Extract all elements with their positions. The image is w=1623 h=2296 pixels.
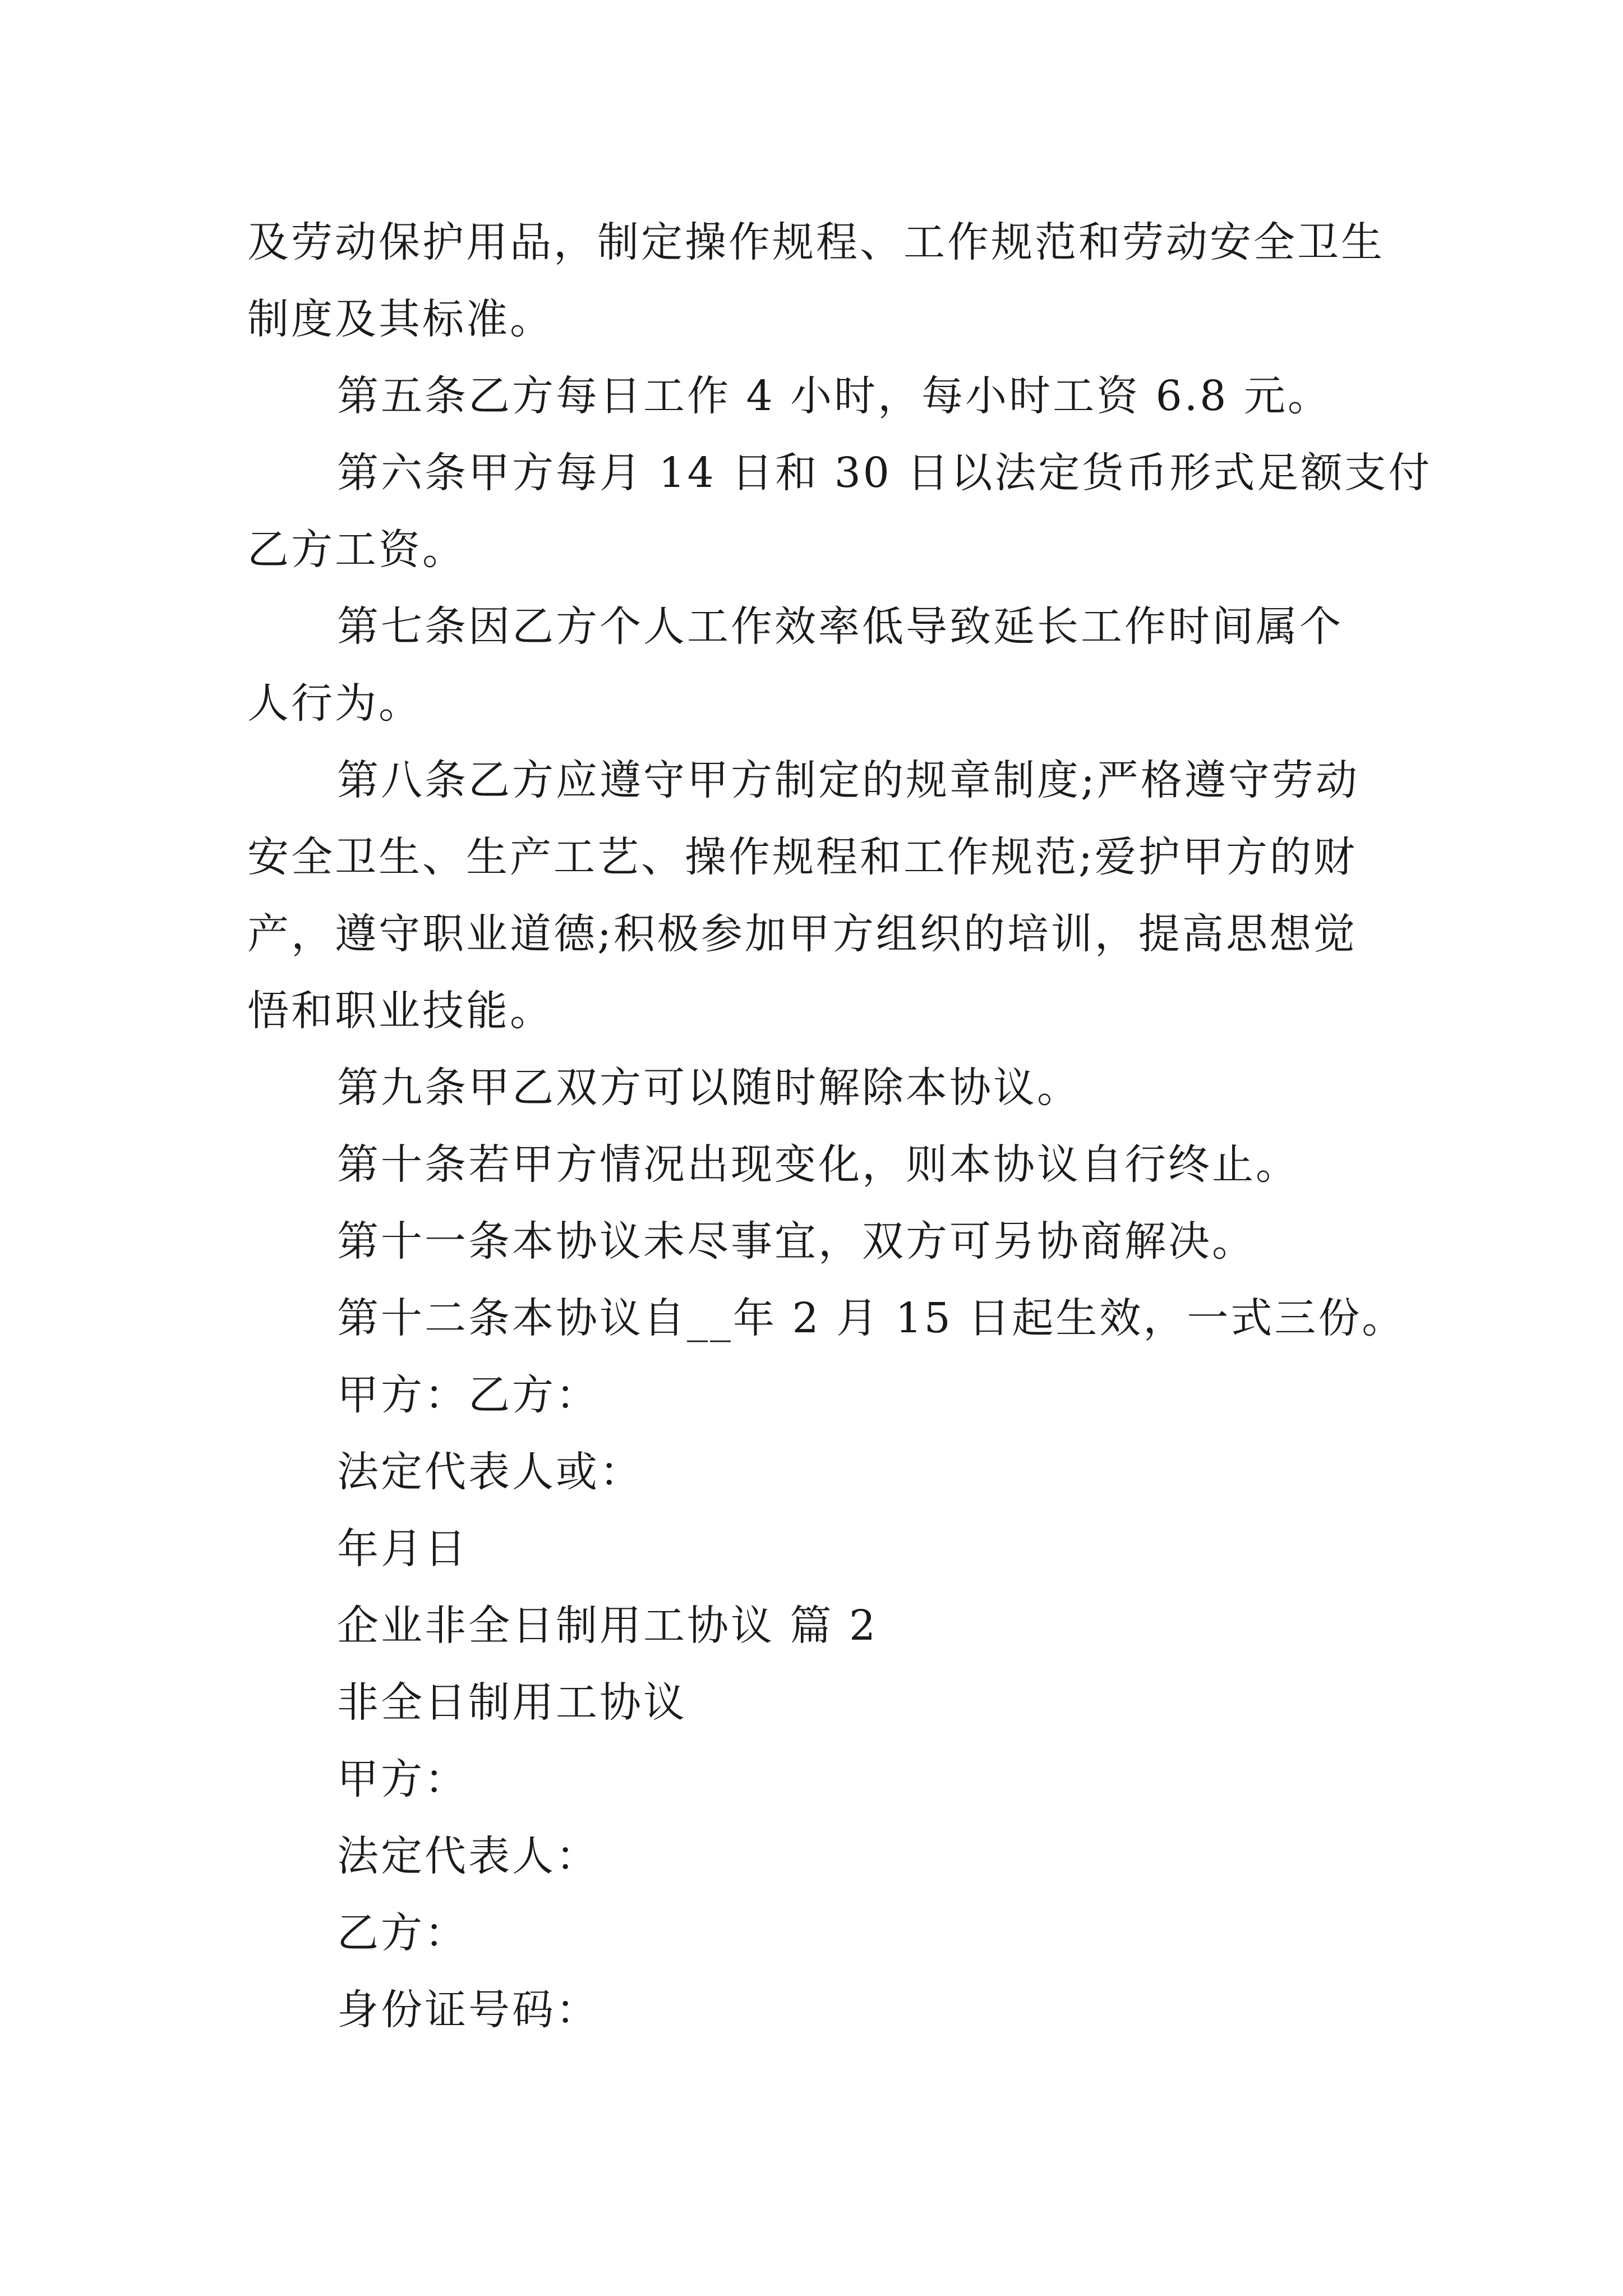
body-text-line: 悟和职业技能。	[247, 987, 554, 1035]
body-text-line: 乙方工资。	[247, 526, 466, 574]
article-12-line: 第十二条本协议自__年 2 月 15 日起生效，一式三份。	[337, 1294, 1406, 1342]
article-7-line: 第七条因乙方个人工作效率低导致延长工作时间属个	[337, 602, 1343, 651]
id-number-field: 身份证号码：	[337, 1986, 600, 2034]
article-5-line: 第五条乙方每日工作 4 小时，每小时工资 6.8 元。	[337, 372, 1331, 420]
article-11-line: 第十一条本协议未尽事宜，双方可另协商解决。	[337, 1217, 1256, 1266]
article-10-line: 第十条若甲方情况出现变化，则本协议自行终止。	[337, 1140, 1299, 1189]
section-heading: 企业非全日制用工协议 篇 2	[337, 1602, 878, 1650]
party-b-line: 乙方：	[337, 1909, 468, 1957]
article-9-line: 第九条甲乙双方可以随时解除本协议。	[337, 1064, 1081, 1112]
document-body	[247, 204, 1432, 2049]
legal-representative-line: 法定代表人或：	[337, 1448, 643, 1496]
signature-parties-line: 甲方：乙方：	[337, 1371, 600, 1419]
party-a-line: 甲方：	[337, 1755, 468, 1803]
agreement-title: 非全日制用工协议	[337, 1678, 687, 1727]
article-8-line: 第八条乙方应遵守甲方制定的规章制度;严格遵守劳动	[337, 756, 1359, 804]
body-text-line: 及劳动保护用品，制定操作规程、工作规范和劳动安全卫生	[247, 218, 1385, 266]
article-6-line: 第六条甲方每月 14 日和 30 日以法定货币形式足额支付	[337, 449, 1432, 497]
legal-representative-field: 法定代表人：	[337, 1832, 600, 1880]
body-text-line: 产，遵守职业道德;积极参加甲方组织的培训，提高思想觉	[247, 910, 1357, 958]
body-text-line: 制度及其标准。	[247, 295, 554, 343]
date-line: 年月日	[337, 1525, 468, 1573]
body-text-line: 人行为。	[247, 679, 422, 728]
body-text-line: 安全卫生、生产工艺、操作规程和工作规范;爱护甲方的财	[247, 833, 1357, 881]
